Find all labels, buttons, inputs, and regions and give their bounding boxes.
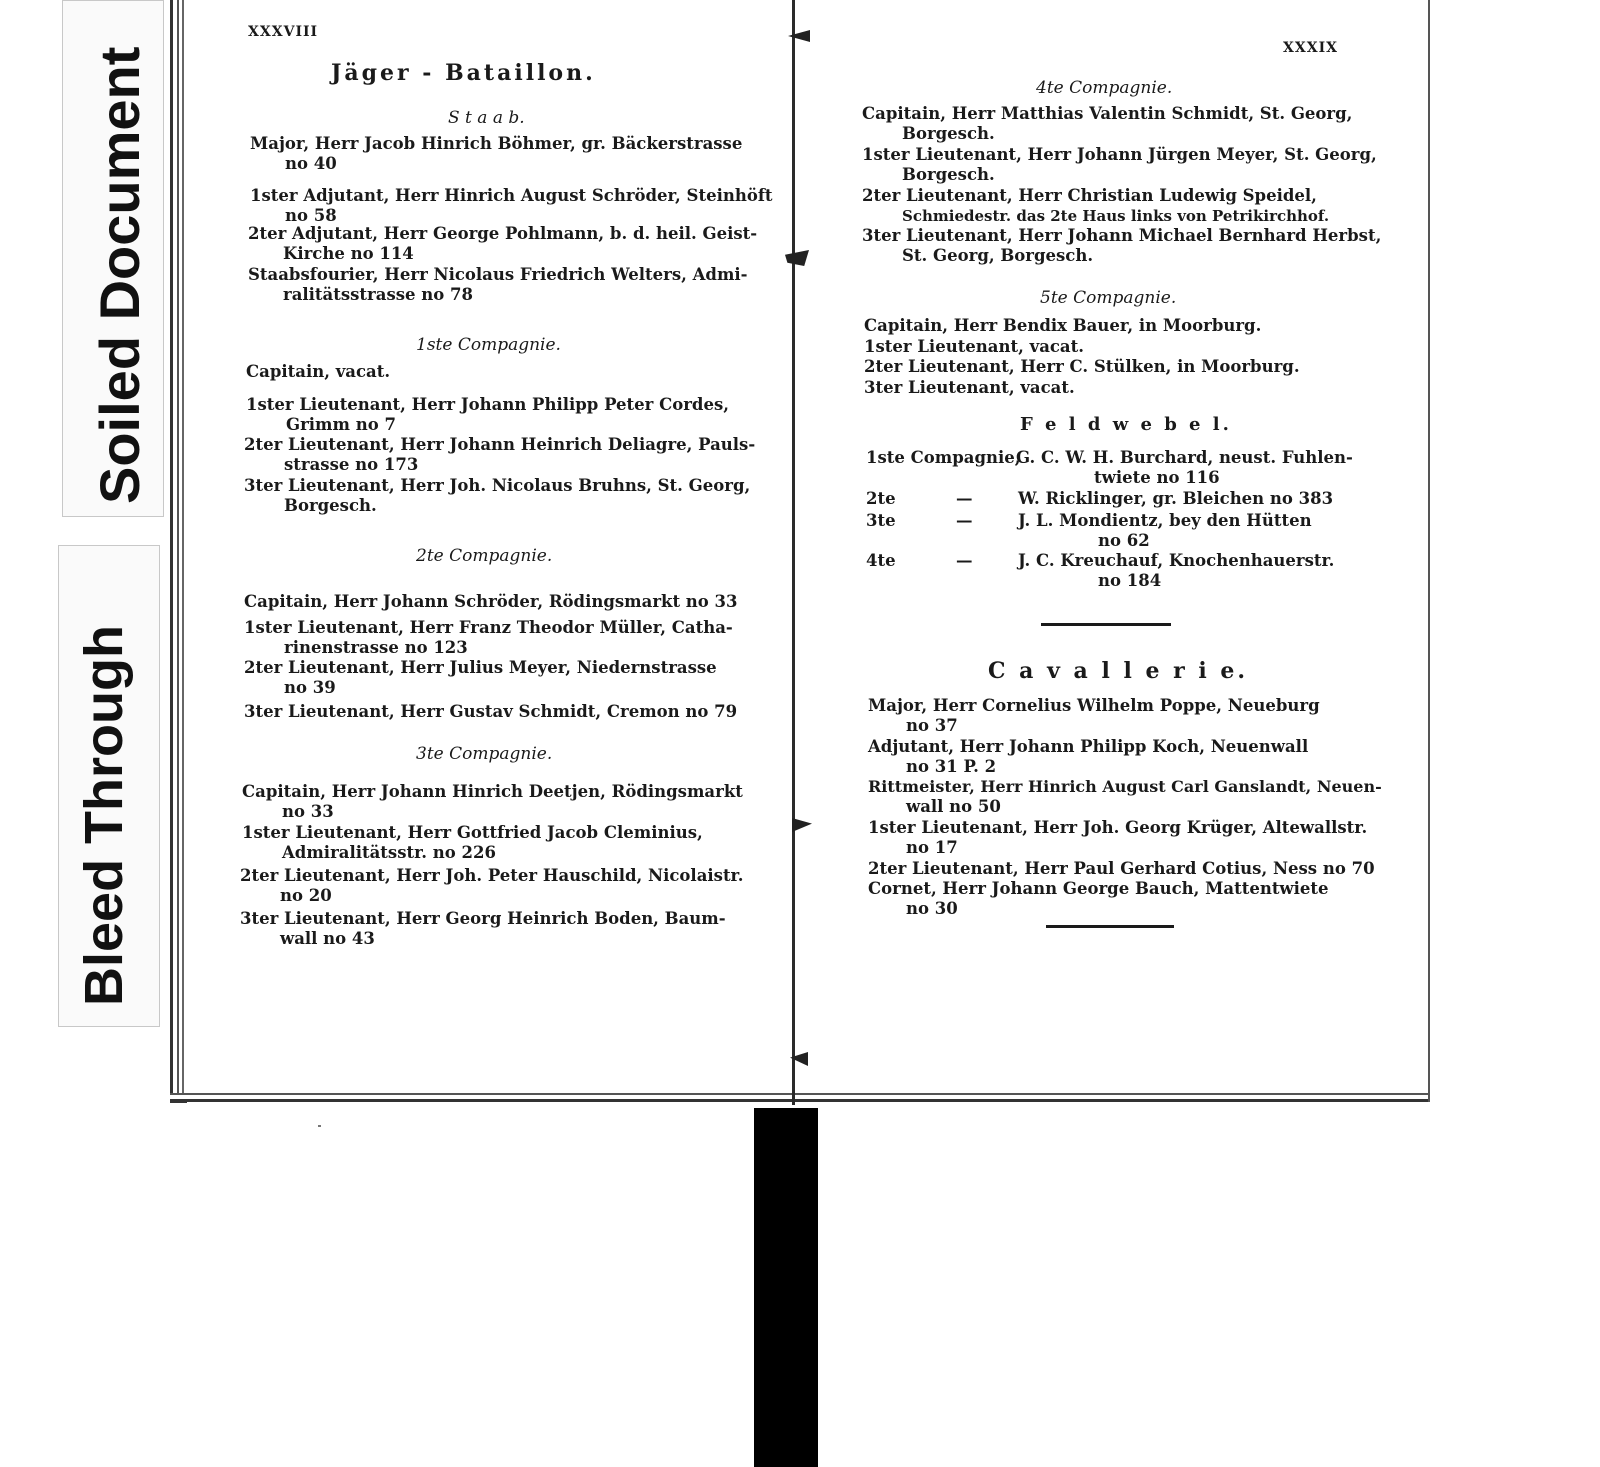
company-5-heading: 5te Compagnie. [1040, 288, 1177, 308]
cavallerie-line: Major, Herr Cornelius Wilhelm Poppe, Neueburg [868, 696, 1320, 715]
cavallerie-line: 2ter Lieutenant, Herr Paul Gerhard Cotius, Ness no 70 [868, 859, 1375, 878]
bleed-through-label: Bleed Through [74, 625, 134, 1006]
feldwebel-heading: F e l d w e b e l. [1020, 414, 1232, 435]
company-1-line: Borgesch. [284, 496, 377, 515]
company-3-line: no 20 [280, 886, 332, 905]
cavallerie-heading: C a v a l l e r i e. [988, 658, 1249, 684]
soiled-document-tab [62, 0, 164, 517]
company-2-line: 3ter Lieutenant, Herr Gustav Schmidt, Cremon no 79 [244, 702, 738, 721]
cavallerie-line: no 37 [906, 716, 958, 735]
company-2-line: Capitain, Herr Johann Schröder, Rödingsmarkt no 33 [244, 592, 738, 611]
left-page-title: Jäger - Bataillon. [331, 60, 596, 86]
cavallerie-line: no 31 P. 2 [906, 757, 997, 776]
end-divider [1046, 925, 1174, 928]
company-1-line: 2ter Lieutenant, Herr Johann Heinrich Deliagre, Pauls- [244, 435, 756, 454]
cavallerie-line: no 30 [906, 899, 958, 918]
staab-entry-line: no 58 [285, 206, 337, 225]
section-divider [1041, 623, 1171, 626]
feldwebel-name: no 184 [1098, 571, 1162, 590]
company-3-heading: 3te Compagnie. [416, 744, 553, 764]
feldwebel-name: J. L. Mondientz, bey den Hütten [1018, 511, 1312, 530]
company-4-line: 3ter Lieutenant, Herr Johann Michael Bernhard Herbst, [862, 226, 1382, 245]
open-book [170, 0, 1430, 1105]
company-5-line: Capitain, Herr Bendix Bauer, in Moorburg. [864, 316, 1262, 335]
cavallerie-line: wall no 50 [906, 797, 1001, 816]
company-4-line: Borgesch. [902, 124, 995, 143]
company-4-line: Capitain, Herr Matthias Valentin Schmidt, St. Georg, [862, 104, 1353, 123]
bleed-through-tab [58, 545, 160, 1027]
feldwebel-company: 1ste Compagnie, [866, 448, 1021, 467]
staab-entry-line: Major, Herr Jacob Hinrich Böhmer, gr. Bäckerstrasse [250, 134, 743, 153]
staab-entry-line: 2ter Adjutant, Herr George Pohlmann, b. d. heil. Geist- [248, 224, 758, 243]
cavallerie-line: Rittmeister, Herr Hinrich August Carl Ganslandt, Neuen- [868, 777, 1382, 796]
cavallerie-line: Cornet, Herr Johann George Bauch, Mattentwiete [868, 879, 1329, 898]
company-1-line: strasse no 173 [284, 455, 419, 474]
company-1-line: 3ter Lieutenant, Herr Joh. Nicolaus Bruhns, St. Georg, [244, 476, 751, 495]
cavallerie-line: 1ster Lieutenant, Herr Joh. Georg Krüger, Altewallstr. [868, 818, 1368, 837]
company-3-line: 1ster Lieutenant, Herr Gottfried Jacob Cleminius, [242, 823, 703, 842]
company-5-line: 3ter Lieutenant, vacat. [864, 378, 1075, 397]
company-4-heading: 4te Compagnie. [1036, 78, 1173, 98]
staab-entry-line: ralitätsstrasse no 78 [283, 285, 473, 304]
company-3-line: 3ter Lieutenant, Herr Georg Heinrich Boden, Baum- [240, 909, 726, 928]
feldwebel-name: W. Ricklinger, gr. Bleichen no 383 [1018, 489, 1334, 508]
company-1-line: Capitain, vacat. [246, 362, 391, 381]
staab-entry-line: Kirche no 114 [283, 244, 414, 263]
right-page [798, 0, 1418, 1085]
feldwebel-name: J. C. Kreuchauf, Knochenhauerstr. [1018, 551, 1335, 570]
feldwebel-name: G. C. W. H. Burchard, neust. Fuhlen- [1016, 448, 1353, 467]
company-2-line: 1ster Lieutenant, Herr Franz Theodor Müller, Catha- [244, 618, 733, 637]
company-3-line: Admiralitätsstr. no 226 [282, 843, 496, 862]
feldwebel-dash: — [956, 511, 973, 530]
book-gutter [792, 0, 795, 1105]
company-3-line: wall no 43 [280, 929, 375, 948]
feldwebel-company: 3te [866, 511, 896, 530]
dust-speck [318, 1125, 321, 1127]
feldwebel-company: 2te [866, 489, 896, 508]
staab-entry-line: Staabsfourier, Herr Nicolaus Friedrich Welters, Admi- [248, 265, 748, 284]
staab-heading: S t a a b. [448, 108, 525, 128]
staab-entry-line: 1ster Adjutant, Herr Hinrich August Schröder, Steinhöft [250, 186, 773, 205]
company-2-line: rinenstrasse no 123 [284, 638, 468, 657]
bookmark-ribbon [754, 1108, 818, 1467]
left-page-number: XXXVIII [248, 24, 319, 40]
right-page-edge [1420, 0, 1430, 1102]
company-4-line: Schmiedestr. das 2te Haus links von Petrikirchhof. [902, 207, 1330, 225]
left-page [188, 0, 788, 1082]
company-4-line: 2ter Lieutenant, Herr Christian Ludewig Speidel, [862, 186, 1317, 205]
company-2-heading: 2te Compagnie. [416, 546, 553, 566]
cavallerie-line: Adjutant, Herr Johann Philipp Koch, Neuenwall [868, 737, 1309, 756]
staab-entry-line: no 40 [285, 154, 337, 173]
company-2-line: no 39 [284, 678, 336, 697]
right-page-number: XXXIX [1283, 40, 1338, 56]
company-5-line: 1ster Lieutenant, vacat. [864, 337, 1084, 356]
feldwebel-dash: — [956, 489, 973, 508]
company-4-line: 1ster Lieutenant, Herr Johann Jürgen Meyer, St. Georg, [862, 145, 1377, 164]
left-page-edges [170, 0, 187, 1103]
feldwebel-company: 4te [866, 551, 896, 570]
feldwebel-name: no 62 [1098, 531, 1150, 550]
feldwebel-name: twiete no 116 [1094, 468, 1220, 487]
soiled-document-label: Soiled Document [88, 46, 151, 504]
company-5-line: 2ter Lieutenant, Herr C. Stülken, in Moorburg. [864, 357, 1300, 376]
company-1-line: 1ster Lieutenant, Herr Johann Philipp Peter Cordes, [246, 395, 730, 414]
company-4-line: Borgesch. [902, 165, 995, 184]
company-1-line: Grimm no 7 [286, 415, 396, 434]
company-4-line: St. Georg, Borgesch. [902, 246, 1094, 265]
cavallerie-line: no 17 [906, 838, 958, 857]
company-3-line: 2ter Lieutenant, Herr Joh. Peter Hauschild, Nicolaistr. [240, 866, 744, 885]
feldwebel-dash: — [956, 551, 973, 570]
company-1-heading: 1ste Compagnie. [416, 335, 561, 355]
company-3-line: no 33 [282, 802, 334, 821]
bottom-page-edges [170, 1085, 1430, 1102]
company-2-line: 2ter Lieutenant, Herr Julius Meyer, Niedernstrasse [244, 658, 717, 677]
company-3-line: Capitain, Herr Johann Hinrich Deetjen, Rödingsmarkt [242, 782, 743, 801]
